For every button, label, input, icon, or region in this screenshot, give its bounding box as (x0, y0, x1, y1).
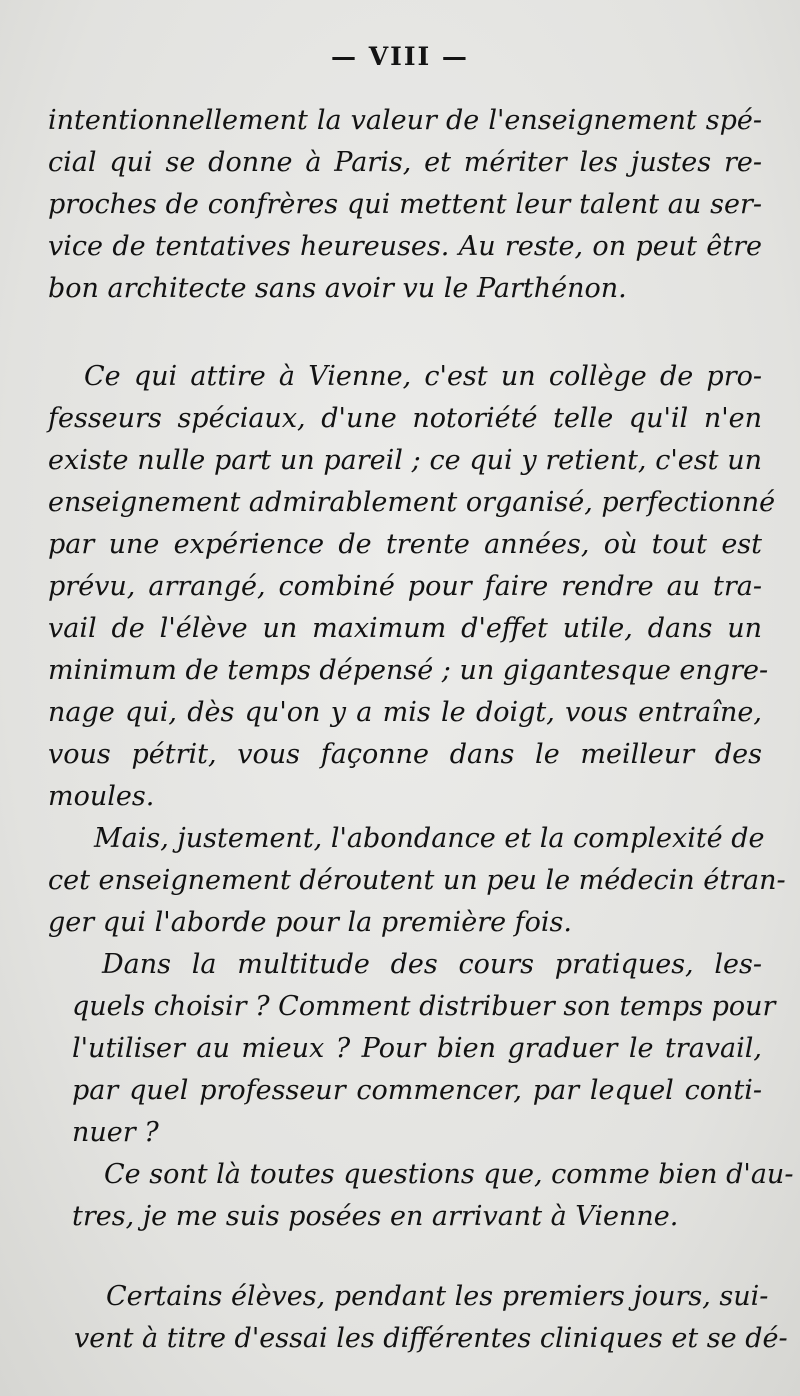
text-line: cet enseignement déroutent un peu le médecin étran- (48, 865, 786, 896)
text-line: Ce qui attire à Vienne, c'est un collège de pro- (84, 361, 762, 392)
text-line: cial qui se donne à Paris, et mériter les justes re- (48, 147, 762, 178)
text-line: vice de tentatives heureuses. Au reste, on peut être (48, 231, 762, 262)
text-line: existe nulle part un pareil ; ce qui y retient, c'est un (48, 445, 762, 476)
text-line: Certains élèves, pendant les premiers jours, sui- (106, 1281, 769, 1312)
text-line: vail de l'élève un maximum d'effet utile, dans un (48, 613, 762, 644)
text-line: proches de confrères qui mettent leur talent au ser- (48, 189, 762, 220)
text-line: fesseurs spéciaux, d'une notoriété telle qu'il n'en (48, 403, 762, 434)
text-line: Dans la multitude des cours pratiques, les- (102, 949, 762, 980)
page-number-header: — VIII — (331, 42, 469, 71)
text-line: nage qui, dès qu'on y a mis le doigt, vous entraîne, (48, 697, 762, 728)
text-line: vent à titre d'essai les différentes cliniques et se dé- (74, 1323, 788, 1354)
text-line: l'utiliser au mieux ? Pour bien graduer le travail, (72, 1033, 762, 1064)
text-line: ger qui l'aborde pour la première fois. (48, 907, 572, 938)
text-line: tres, je me suis posées en arrivant à Vienne. (72, 1201, 679, 1232)
text-line: intentionnellement la valeur de l'enseignement spé- (48, 105, 762, 136)
text-line: Ce sont là toutes questions que, comme bien d'au- (104, 1159, 794, 1190)
text-line: par une expérience de trente années, où tout est (48, 529, 762, 560)
text-line: moules. (48, 781, 155, 812)
text-line: enseignement admirablement organisé, perfectionné (48, 487, 776, 518)
text-line: minimum de temps dépensé ; un gigantesque engre- (48, 655, 769, 686)
text-line: prévu, arrangé, combiné pour faire rendre au tra- (48, 571, 762, 602)
text-line: Mais, justement, l'abondance et la complexité de (94, 823, 765, 854)
text-line: vous pétrit, vous façonne dans le meilleur des (48, 739, 762, 770)
text-line: bon architecte sans avoir vu le Parthénon. (48, 273, 627, 304)
text-line: par quel professeur commencer, par lequel conti- (72, 1075, 762, 1106)
text-line: quels choisir ? Comment distribuer son temps pour (72, 991, 776, 1022)
text-line: nuer ? (72, 1117, 159, 1148)
